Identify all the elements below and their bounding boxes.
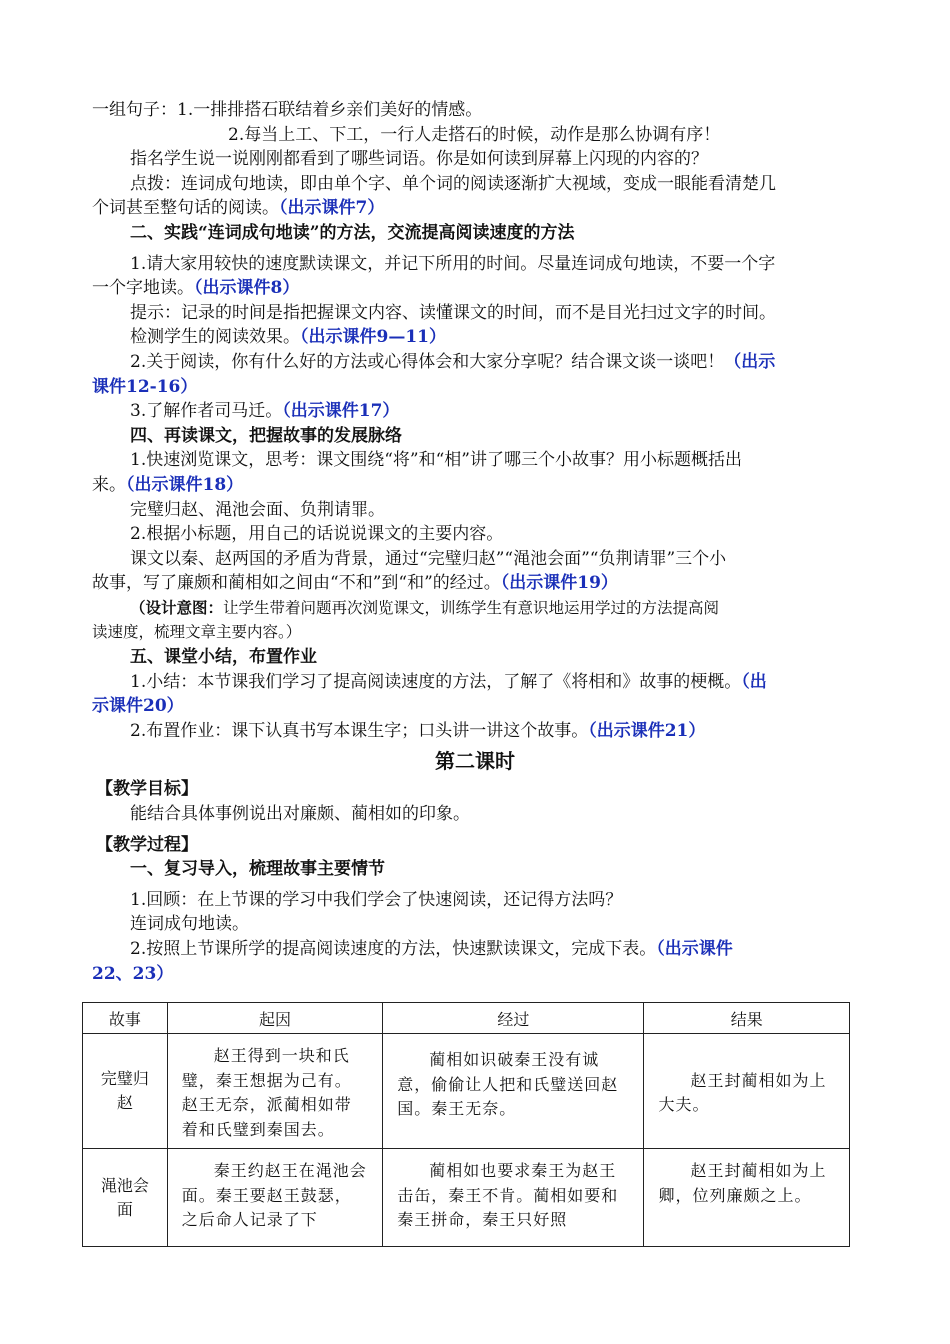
text: 2.关于阅读，你有什么好的方法或心得体会和大家分享呢？结合课文谈一谈吧！ xyxy=(130,351,725,372)
text: 来。 xyxy=(92,474,126,495)
table-row xyxy=(83,1149,850,1247)
text: 2.按照上节课所学的提高阅读速度的方法，快速默读课文，完成下表。 xyxy=(130,939,657,959)
heading-text: 四、再读课文，把握故事的发展脉络 xyxy=(130,425,402,446)
paragraph-step-1a xyxy=(92,252,858,277)
courseware-ref: 课件12-16） xyxy=(92,376,198,397)
design-intent-2 xyxy=(92,620,858,645)
paragraph-review-2 xyxy=(92,937,858,962)
courseware-ref: （出示课件7） xyxy=(279,198,385,219)
header-result: 结果 xyxy=(644,1003,850,1034)
paragraph-step-1b xyxy=(92,276,858,301)
text: 一个字地读。 xyxy=(92,278,194,299)
story-name: 完璧归 赵 xyxy=(83,1034,168,1149)
text: 一组句子：1.一排排搭石联结着乡亲们美好的情感。 xyxy=(92,100,483,120)
text: 指名学生说一说刚刚都看到了哪些词语。你是如何读到屏幕上闪现的内容的？ xyxy=(130,149,708,170)
paragraph-browse-2 xyxy=(92,473,858,498)
text: 1.请大家用较快的速度默读课文，并记下所用的时间。尽量连词成句地读，不要一个字 xyxy=(130,253,776,274)
paragraph-step-2a xyxy=(92,350,858,375)
paragraph-tip-2 xyxy=(92,196,858,221)
process-cell: 蔺相如识破秦王没有诚意，偷偷让人把和氏璧送回赵国。秦王无奈。 xyxy=(383,1034,644,1149)
text: 点拨：连词成句地读，即由单个字、单个词的阅读逐渐扩大视域，变成一眼能看清楚几 xyxy=(130,173,776,194)
text: 课文以秦、赵两国的矛盾为背景，通过“完璧归赵”“渑池会面”“负荆请罪”三个小 xyxy=(130,548,727,569)
paragraph-titles xyxy=(92,498,858,523)
text: 检测学生的阅读效果。 xyxy=(130,327,300,348)
design-intent-label: （设计意图： xyxy=(130,597,224,617)
paragraph-summary-2 xyxy=(92,571,858,596)
paragraph-conclusion-1 xyxy=(92,670,858,695)
lesson-title: 第二课时 xyxy=(435,749,515,774)
section-heading-5 xyxy=(92,645,858,670)
header-story: 故事 xyxy=(83,1003,168,1034)
paragraph-sentences-1 xyxy=(92,98,858,123)
courseware-ref: （出示课件19） xyxy=(500,573,618,594)
text: 1.快速浏览课文，思考：课文围绕“将”和“相”讲了哪三个小故事？用小标题概括出 xyxy=(130,450,742,471)
courseware-ref: 示课件20） xyxy=(92,696,184,717)
paragraph-conclusion-2 xyxy=(92,694,858,719)
heading-text: 二、实践“连词成句地读”的方法，交流提高阅读速度的方法 xyxy=(130,222,575,243)
courseware-ref: （出 xyxy=(741,671,767,692)
header-cause: 起因 xyxy=(167,1003,382,1034)
story-name: 渑池会 面 xyxy=(83,1149,168,1247)
heading-text: 【教学目标】 xyxy=(96,779,198,800)
paragraph-homework xyxy=(92,719,858,744)
text: 连词成句地读。 xyxy=(130,914,249,935)
process-cell: 蔺相如也要求秦王为赵王击缶，秦王不肯。蔺相如要和秦王拼命，秦王只好照 xyxy=(383,1149,644,1247)
section-heading-4 xyxy=(92,424,858,449)
design-intent-1 xyxy=(92,596,858,621)
text: 1.小结：本节课我们学习了提高阅读速度的方法，了解了《将相和》故事的梗概。 xyxy=(130,671,742,692)
paragraph-step-3 xyxy=(92,399,858,424)
heading-text: 【教学过程】 xyxy=(96,834,198,855)
heading-text: 五、课堂小结，布置作业 xyxy=(130,647,317,668)
header-process: 经过 xyxy=(383,1003,644,1034)
courseware-ref: 22、23） xyxy=(92,963,174,984)
text: 能结合具体事例说出对廉颇、蔺相如的印象。 xyxy=(130,804,470,825)
text: 1.回顾：在上节课的学习中我们学会了快速阅读，还记得方法吗？ xyxy=(130,889,623,910)
paragraph-check xyxy=(92,325,858,350)
cause-cell: 赵王得到一块和氏璧，秦王想据为己有。赵王无奈，派蔺相如带着和氏璧到秦国去。 xyxy=(167,1034,382,1149)
section-process xyxy=(92,833,858,858)
courseware-ref: （出示课件18） xyxy=(126,474,244,495)
cause-cell: 秦王约赵王在渑池会面。秦王要赵王鼓瑟，之后命人记录了下 xyxy=(167,1149,382,1247)
text: 3.了解作者司马迁。 xyxy=(130,401,283,422)
courseware-ref: （出示课件8） xyxy=(194,278,300,299)
result-cell: 赵王封蔺相如为上卿，位列廉颇之上。 xyxy=(644,1149,850,1247)
text: 个词甚至整句话的阅读。 xyxy=(92,198,279,219)
courseware-ref: （出示课件9—11） xyxy=(300,327,446,348)
table-header-row xyxy=(83,1003,850,1034)
paragraph-question xyxy=(92,147,858,172)
table-row xyxy=(83,1034,850,1149)
paragraph-review-3 xyxy=(92,962,858,987)
text: 完璧归赵、渑池会面、负荆请罪。 xyxy=(130,499,385,520)
section-heading-2 xyxy=(92,221,858,246)
paragraph-objective xyxy=(92,802,858,827)
paragraph-hint xyxy=(92,301,858,326)
paragraph-step-2b xyxy=(92,375,858,400)
paragraph-tip-1 xyxy=(92,172,858,197)
courseware-ref: （出示 xyxy=(724,351,776,372)
document-body xyxy=(92,98,858,986)
courseware-ref: （出示课件17） xyxy=(282,401,400,422)
text: 2.根据小标题，用自己的话说说课文的主要内容。 xyxy=(130,524,504,545)
paragraph-sentences-2 xyxy=(92,123,858,148)
courseware-ref: （出示课件21） xyxy=(588,720,706,741)
paragraph-summary-task xyxy=(92,522,858,547)
heading-text: 一、复习导入，梳理故事主要情节 xyxy=(130,859,385,880)
text: 提示：记录的时间是指把握课文内容、读懂课文的时间，而不是目光扫过文字的时间。 xyxy=(130,302,776,323)
section-heading-review xyxy=(92,857,858,882)
paragraph-review-answer xyxy=(92,912,858,937)
text: 2.每当上工、下工，一行人走搭石的时候，动作是那么协调有序！ xyxy=(228,124,721,145)
text: 故事，写了廉颇和蔺相如之间由“不和”到“和”的经过。 xyxy=(92,573,501,594)
text: 读速度，梳理文章主要内容。） xyxy=(92,623,302,642)
paragraph-summary-1 xyxy=(92,547,858,572)
text: 2.布置作业：课下认真书写本课生字；口头讲一讲这个故事。 xyxy=(130,720,589,741)
paragraph-review-1 xyxy=(92,888,858,913)
story-table xyxy=(82,1002,850,1247)
courseware-ref: （出示课件 xyxy=(656,939,733,959)
text: 让学生带着问题再次浏览课文，训练学生有意识地运用学过的方法提高阅 xyxy=(223,598,720,617)
paragraph-browse-1 xyxy=(92,448,858,473)
result-cell: 赵王封蔺相如为上大夫。 xyxy=(644,1034,850,1149)
section-objectives xyxy=(92,777,858,802)
